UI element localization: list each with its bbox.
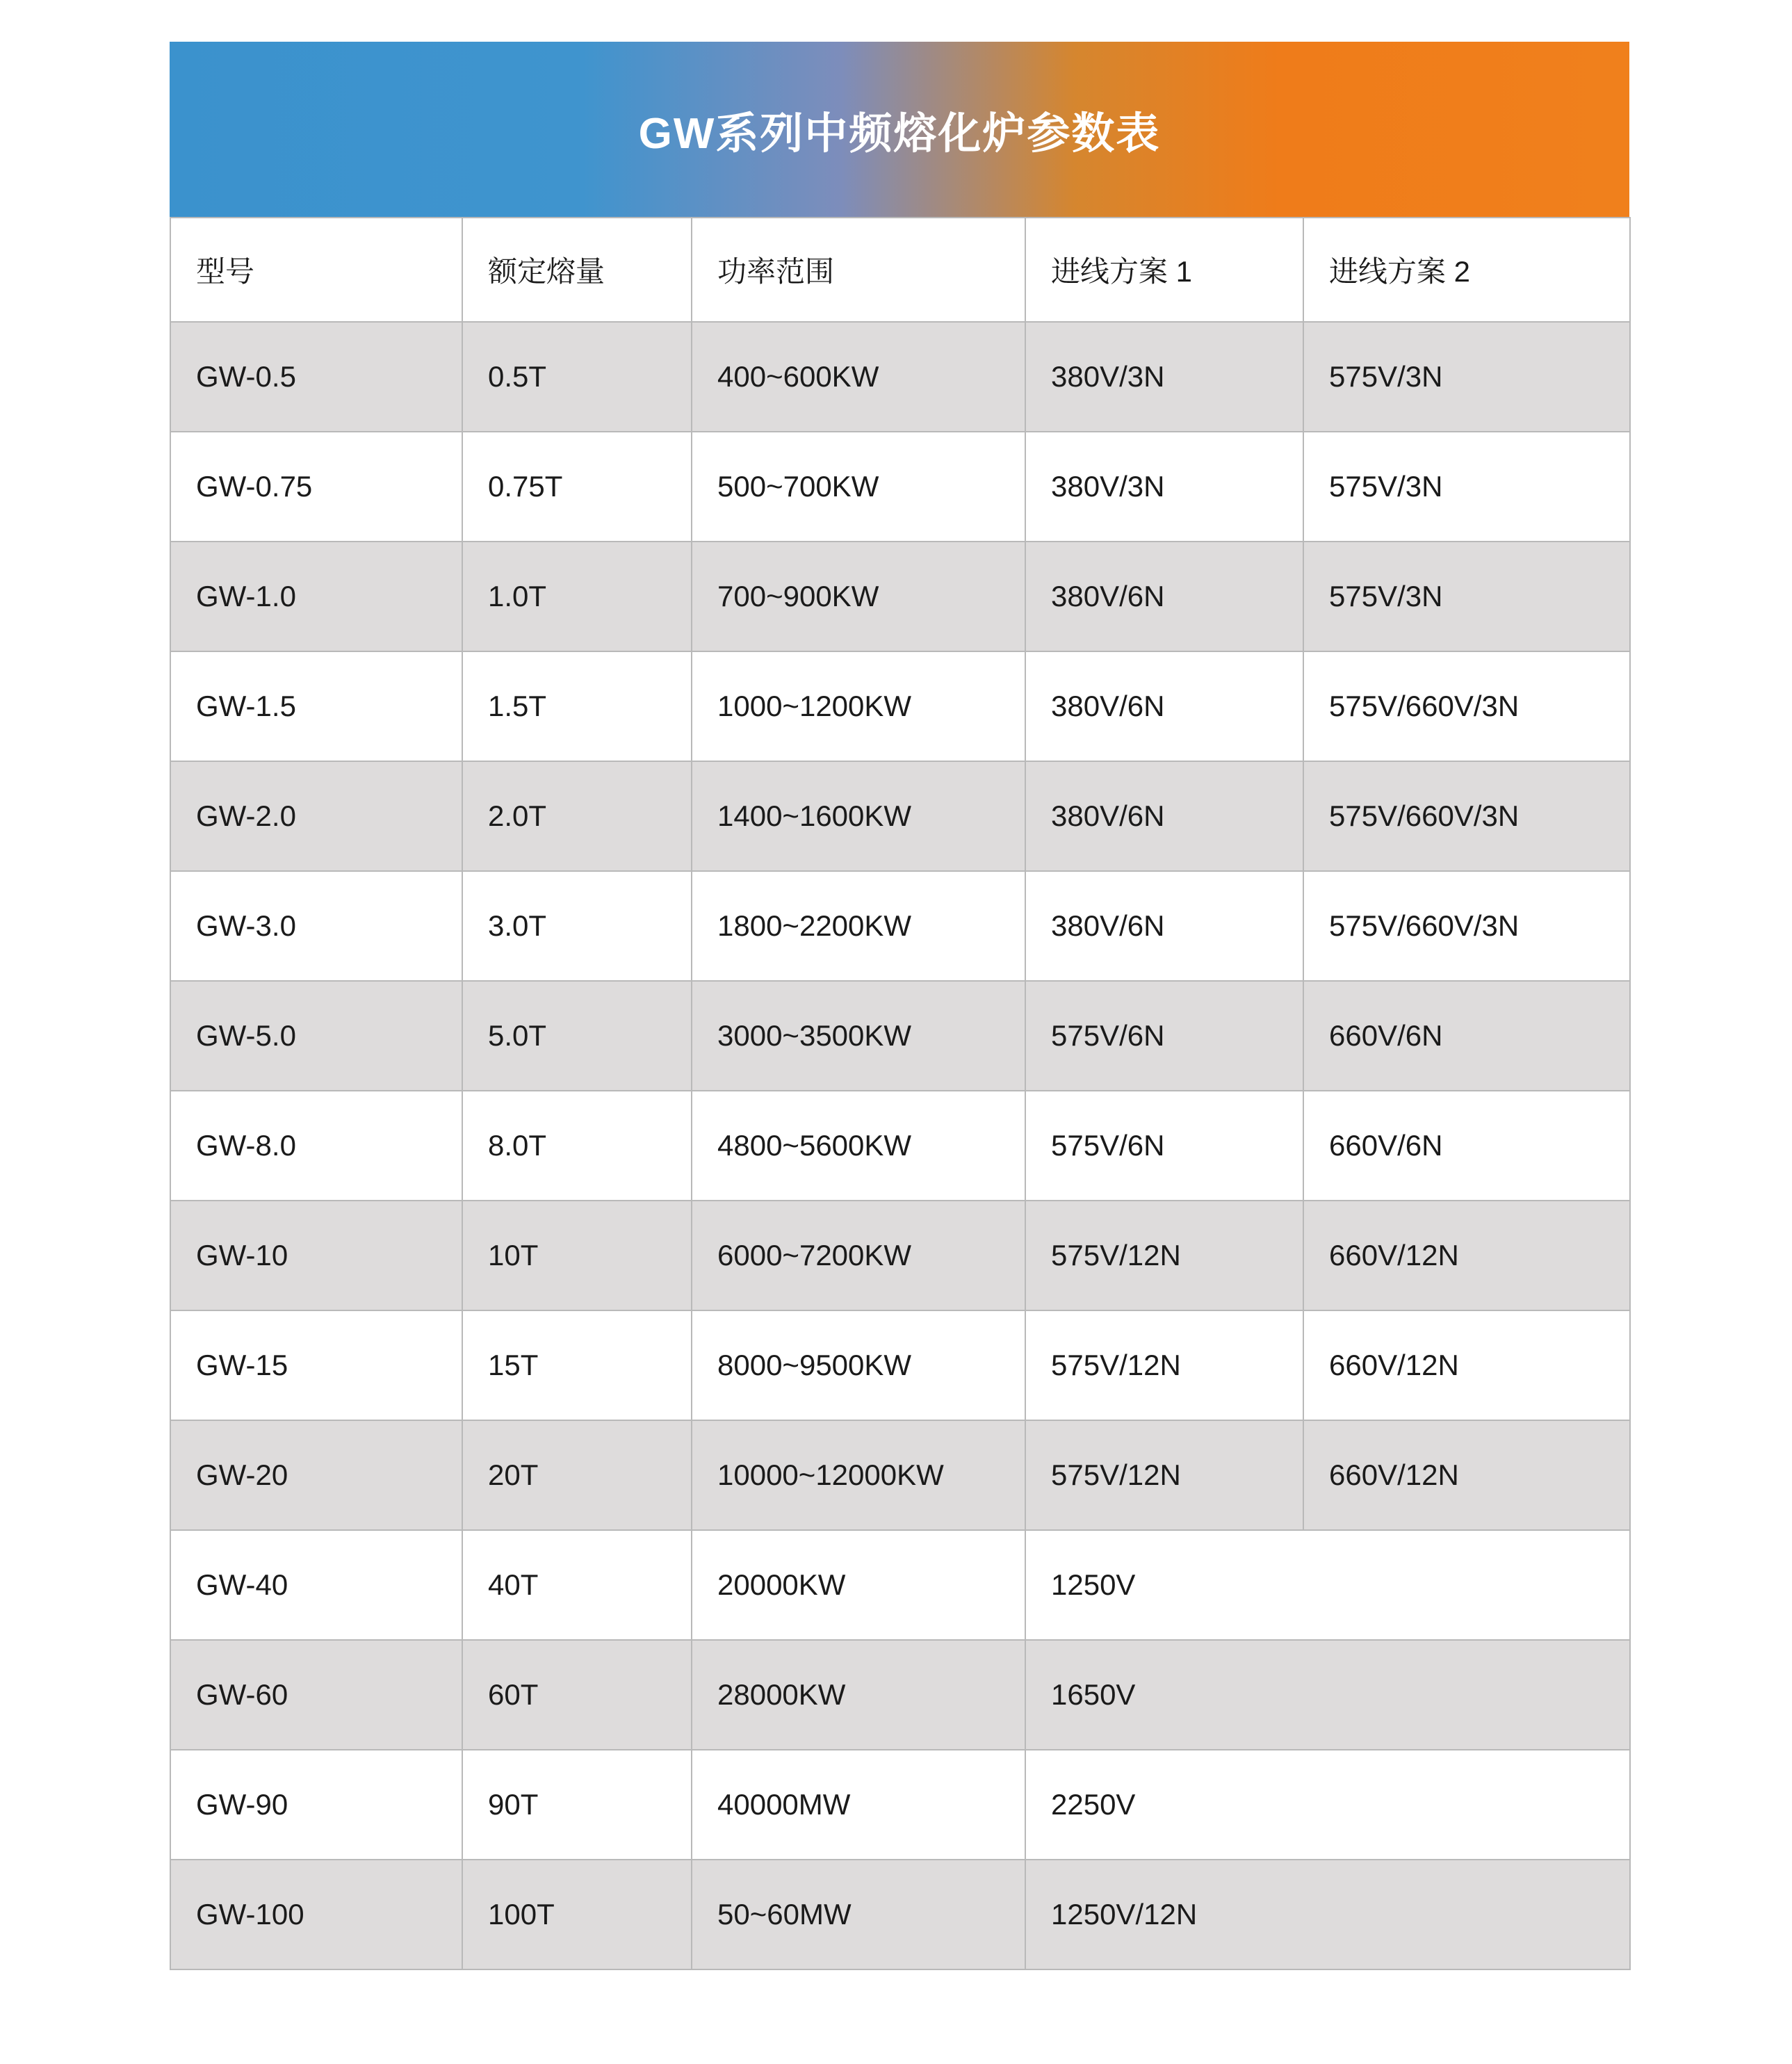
- cell-supply-merged: 1650V: [1025, 1640, 1630, 1750]
- cell-capacity: 90T: [462, 1750, 692, 1860]
- cell-power: 4800~5600KW: [692, 1091, 1025, 1201]
- cell-model: GW-100: [170, 1860, 462, 1969]
- cell-power: 50~60MW: [692, 1860, 1025, 1969]
- cell-supply-2: 575V/3N: [1303, 542, 1630, 651]
- cell-supply-2: 660V/6N: [1303, 981, 1630, 1091]
- cell-power: 28000KW: [692, 1640, 1025, 1750]
- column-header-power: 功率范围: [692, 218, 1025, 322]
- cell-power: 6000~7200KW: [692, 1201, 1025, 1310]
- cell-supply-1: 380V/6N: [1025, 761, 1303, 871]
- cell-model: GW-0.5: [170, 322, 462, 432]
- cell-power: 1800~2200KW: [692, 871, 1025, 981]
- table-row: [170, 871, 1630, 981]
- cell-capacity: 1.0T: [462, 542, 692, 651]
- column-header-supply-2: 进线方案 2: [1303, 218, 1630, 322]
- table-header-row: [170, 218, 1630, 322]
- cell-supply-2: 575V/660V/3N: [1303, 871, 1630, 981]
- cell-power: 10000~12000KW: [692, 1420, 1025, 1530]
- cell-supply-merged: 2250V: [1025, 1750, 1630, 1860]
- cell-model: GW-8.0: [170, 1091, 462, 1201]
- table-row: [170, 1640, 1630, 1750]
- cell-capacity: 15T: [462, 1310, 692, 1420]
- cell-supply-1: 575V/6N: [1025, 981, 1303, 1091]
- cell-model: GW-15: [170, 1310, 462, 1420]
- parameters-table: [170, 217, 1631, 1970]
- cell-supply-1: 380V/3N: [1025, 432, 1303, 542]
- cell-model: GW-40: [170, 1530, 462, 1640]
- column-header-supply-1: 进线方案 1: [1025, 218, 1303, 322]
- table-row: [170, 981, 1630, 1091]
- cell-power: 3000~3500KW: [692, 981, 1025, 1091]
- cell-supply-1: 575V/12N: [1025, 1420, 1303, 1530]
- cell-capacity: 60T: [462, 1640, 692, 1750]
- cell-supply-2: 660V/12N: [1303, 1201, 1630, 1310]
- cell-supply-2: 660V/6N: [1303, 1091, 1630, 1201]
- column-header-capacity: 额定熔量: [462, 218, 692, 322]
- page-title: GW系列中频熔化炉参数表: [638, 109, 1161, 158]
- cell-power: 1000~1200KW: [692, 651, 1025, 761]
- table-row: [170, 542, 1630, 651]
- cell-capacity: 3.0T: [462, 871, 692, 981]
- cell-capacity: 20T: [462, 1420, 692, 1530]
- cell-capacity: 100T: [462, 1860, 692, 1969]
- table-body: [170, 322, 1630, 1969]
- table-row: [170, 432, 1630, 542]
- cell-capacity: 8.0T: [462, 1091, 692, 1201]
- cell-capacity: 2.0T: [462, 761, 692, 871]
- cell-model: GW-90: [170, 1750, 462, 1860]
- cell-power: 20000KW: [692, 1530, 1025, 1640]
- table-row: [170, 1530, 1630, 1640]
- cell-power: 400~600KW: [692, 322, 1025, 432]
- column-header-model: 型号: [170, 218, 462, 322]
- table-head: [170, 218, 1630, 322]
- cell-model: GW-0.75: [170, 432, 462, 542]
- cell-model: GW-10: [170, 1201, 462, 1310]
- cell-capacity: 1.5T: [462, 651, 692, 761]
- cell-power: 40000MW: [692, 1750, 1025, 1860]
- cell-power: 1400~1600KW: [692, 761, 1025, 871]
- cell-model: GW-3.0: [170, 871, 462, 981]
- cell-capacity: 5.0T: [462, 981, 692, 1091]
- cell-supply-1: 575V/12N: [1025, 1310, 1303, 1420]
- cell-supply-2: 575V/660V/3N: [1303, 761, 1630, 871]
- cell-supply-1: 380V/6N: [1025, 651, 1303, 761]
- table-row: [170, 1201, 1630, 1310]
- cell-supply-merged: 1250V: [1025, 1530, 1630, 1640]
- cell-supply-merged: 1250V/12N: [1025, 1860, 1630, 1969]
- table-row: [170, 1091, 1630, 1201]
- table-row: [170, 322, 1630, 432]
- table-row: [170, 761, 1630, 871]
- cell-power: 700~900KW: [692, 542, 1025, 651]
- cell-supply-1: 575V/12N: [1025, 1201, 1303, 1310]
- table-row: [170, 1860, 1630, 1969]
- table-row: [170, 1310, 1630, 1420]
- cell-model: GW-60: [170, 1640, 462, 1750]
- cell-capacity: 10T: [462, 1201, 692, 1310]
- table-row: [170, 1750, 1630, 1860]
- table-row: [170, 1420, 1630, 1530]
- cell-model: GW-5.0: [170, 981, 462, 1091]
- cell-model: GW-20: [170, 1420, 462, 1530]
- cell-capacity: 40T: [462, 1530, 692, 1640]
- table-row: [170, 651, 1630, 761]
- cell-supply-1: 380V/3N: [1025, 322, 1303, 432]
- cell-supply-2: 575V/3N: [1303, 432, 1630, 542]
- cell-supply-1: 380V/6N: [1025, 871, 1303, 981]
- table-title-bar: [170, 42, 1629, 217]
- cell-capacity: 0.5T: [462, 322, 692, 432]
- cell-supply-1: 380V/6N: [1025, 542, 1303, 651]
- cell-supply-2: 660V/12N: [1303, 1310, 1630, 1420]
- cell-supply-2: 660V/12N: [1303, 1420, 1630, 1530]
- cell-model: GW-1.0: [170, 542, 462, 651]
- cell-model: GW-2.0: [170, 761, 462, 871]
- cell-power: 8000~9500KW: [692, 1310, 1025, 1420]
- cell-power: 500~700KW: [692, 432, 1025, 542]
- parameter-table-container: [170, 42, 1629, 1970]
- cell-model: GW-1.5: [170, 651, 462, 761]
- cell-supply-2: 575V/660V/3N: [1303, 651, 1630, 761]
- cell-capacity: 0.75T: [462, 432, 692, 542]
- cell-supply-1: 575V/6N: [1025, 1091, 1303, 1201]
- cell-supply-2: 575V/3N: [1303, 322, 1630, 432]
